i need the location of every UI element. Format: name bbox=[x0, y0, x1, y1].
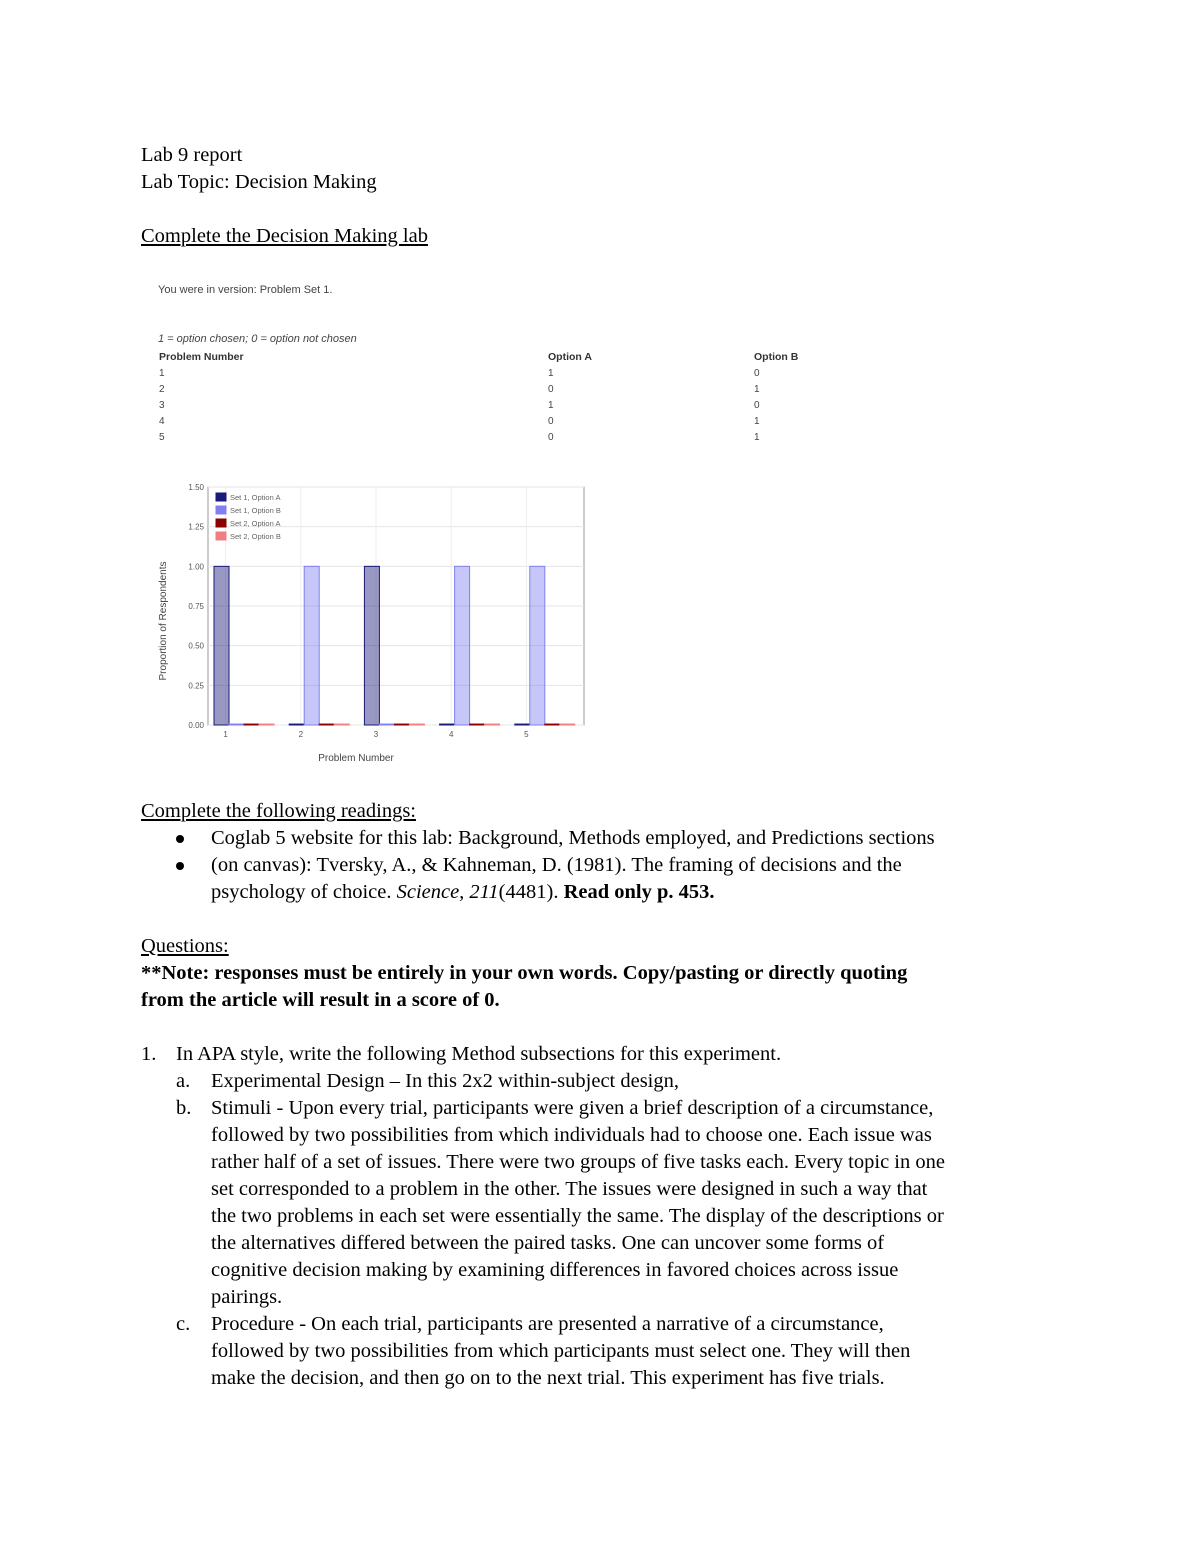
procedure-line: Procedure - On each trial, participants are presented a narrative of a circumstance, bbox=[211, 1313, 884, 1335]
lab-results-screenshot bbox=[156, 282, 856, 772]
bar-set-1-option-b-p2 bbox=[304, 566, 319, 725]
procedure-line: followed by two possibilities from which participants must select one. They will then bbox=[211, 1340, 911, 1362]
y-tick-label: 0.25 bbox=[188, 681, 204, 691]
legend-swatch bbox=[216, 493, 226, 501]
bar-set-2-option-a-p5 bbox=[545, 724, 560, 725]
reading-item-coglab: Coglab 5 website for this lab: Background, Methods employed, and Predictions sections bbox=[211, 827, 935, 849]
bar-set-1-option-a-p3 bbox=[364, 566, 379, 725]
legend-swatch bbox=[216, 519, 226, 527]
bar-set-2-option-a-p1 bbox=[244, 724, 259, 725]
table-cell: 4 bbox=[159, 416, 165, 427]
legend-swatch bbox=[216, 532, 226, 540]
note-line-2: from the article will result in a score of 0. bbox=[141, 989, 500, 1011]
reading-item-tversky: (on canvas): Tversky, A., & Kahneman, D. (1981). The framing of decisions and the bbox=[211, 854, 902, 876]
y-tick-label: 1.25 bbox=[188, 522, 204, 532]
bar-set-1-option-b-p1 bbox=[229, 724, 244, 725]
table-cell: 0 bbox=[548, 384, 554, 395]
y-tick-label: 0.75 bbox=[188, 602, 204, 611]
sub-item-marker-c: c. bbox=[176, 1313, 191, 1335]
report-title: Lab 9 report bbox=[141, 144, 243, 166]
bar-set-2-option-a-p3 bbox=[394, 724, 409, 725]
stimuli-line: set corresponded to a problem in the other. The issues were designed in such a way that bbox=[211, 1178, 928, 1200]
y-tick-label: 0.50 bbox=[188, 641, 204, 651]
bullet-icon bbox=[176, 835, 184, 843]
chart-container bbox=[156, 477, 596, 767]
legend-label: Set 1, Option A bbox=[230, 493, 281, 502]
experimental-design-text: Experimental Design – In this 2x2 within-subject design, bbox=[211, 1070, 680, 1092]
legend-label: Set 1, Option B bbox=[230, 506, 281, 515]
stimuli-line: cognitive decision making by examining differences in favored choices across issue bbox=[211, 1259, 899, 1281]
table-cell: 1 bbox=[754, 416, 760, 427]
bar-set-1-option-b-p3 bbox=[379, 724, 394, 725]
table-cell: 1 bbox=[548, 368, 554, 379]
version-text: You were in version: Problem Set 1. bbox=[158, 284, 333, 296]
table-cell: 5 bbox=[159, 432, 165, 443]
table-cell: 3 bbox=[159, 400, 165, 411]
note-line-1: **Note: responses must be entirely in your own words. Copy/pasting or directly quoting bbox=[141, 962, 908, 984]
bar-chart bbox=[156, 477, 596, 767]
bar-set-2-option-b-p5 bbox=[560, 724, 575, 725]
question-1-text: In APA style, write the following Method subsections for this experiment. bbox=[176, 1043, 782, 1065]
table-cell: 1 bbox=[159, 368, 165, 379]
table-cell: 2 bbox=[159, 384, 165, 395]
legend-label: Set 2, Option A bbox=[230, 519, 281, 528]
citation-text: psychology of choice. bbox=[211, 881, 397, 903]
bar-set-1-option-a-p5 bbox=[515, 724, 530, 725]
table-cell: 0 bbox=[548, 416, 554, 427]
journal-name: Science, 211 bbox=[396, 881, 499, 903]
legend-swatch bbox=[216, 506, 226, 514]
stimuli-line: Stimuli - Upon every trial, participants were given a brief description of a circumstance, bbox=[211, 1097, 934, 1119]
stimuli-line: the alternatives differed between the paired tasks. One can uncover some forms of bbox=[211, 1232, 885, 1254]
x-tick-label: 2 bbox=[298, 730, 304, 739]
x-tick-label: 5 bbox=[524, 730, 529, 739]
bullet-icon bbox=[176, 862, 184, 870]
bar-set-2-option-b-p4 bbox=[485, 724, 500, 725]
lab-task-heading: Complete the Decision Making lab bbox=[141, 225, 428, 247]
y-axis-label: Proportion of Respondents bbox=[158, 561, 169, 681]
readings-heading: Complete the following readings: bbox=[141, 800, 416, 822]
y-tick-label: 1.00 bbox=[188, 562, 204, 572]
stimuli-line: the two problems in each set were essentially the same. The display of the descriptions or bbox=[211, 1205, 944, 1227]
question-number: 1. bbox=[141, 1043, 157, 1065]
bar-set-1-option-b-p5 bbox=[530, 566, 545, 725]
sub-item-marker-b: b. bbox=[176, 1097, 192, 1119]
x-tick-label: 4 bbox=[448, 730, 454, 739]
reading-item-tversky-cont bbox=[211, 881, 715, 904]
bar-set-2-option-a-p4 bbox=[470, 724, 485, 725]
bar-set-1-option-a-p2 bbox=[289, 724, 304, 725]
y-tick-label: 1.50 bbox=[188, 483, 204, 492]
coding-note: 1 = option chosen; 0 = option not chosen bbox=[158, 333, 357, 345]
procedure-line: make the decision, and then go on to the next trial. This experiment has five trials. bbox=[211, 1367, 885, 1389]
bar-set-2-option-b-p3 bbox=[409, 724, 424, 725]
bar-set-1-option-b-p4 bbox=[455, 566, 470, 725]
issue-number: (4481). bbox=[498, 881, 564, 903]
bar-set-1-option-a-p1 bbox=[214, 566, 229, 725]
col-header-problem: Problem Number bbox=[159, 351, 244, 363]
stimuli-line: pairings. bbox=[211, 1286, 283, 1308]
x-axis-label: Problem Number bbox=[318, 753, 394, 764]
sub-item-marker-a: a. bbox=[176, 1070, 191, 1092]
lab-topic: Lab Topic: Decision Making bbox=[141, 171, 377, 193]
bar-set-2-option-a-p2 bbox=[319, 724, 334, 725]
col-header-option-a: Option A bbox=[548, 351, 592, 363]
bar-set-2-option-b-p2 bbox=[334, 724, 349, 725]
legend-label: Set 2, Option B bbox=[230, 532, 281, 541]
table-cell: 0 bbox=[754, 400, 760, 411]
read-only-instruction: Read only p. 453. bbox=[563, 881, 715, 903]
table-cell: 1 bbox=[754, 384, 760, 395]
col-header-option-b: Option B bbox=[754, 351, 799, 363]
table-cell: 1 bbox=[548, 400, 554, 411]
stimuli-line: followed by two possibilities from which individuals had to choose one. Each issue was bbox=[211, 1124, 932, 1146]
table-cell: 0 bbox=[754, 368, 760, 379]
stimuli-line: rather half of a set of issues. There were two groups of five tasks each. Every topic in one bbox=[211, 1151, 945, 1173]
questions-heading: Questions: bbox=[141, 935, 229, 957]
bar-set-1-option-a-p4 bbox=[440, 724, 455, 725]
x-tick-label: 1 bbox=[223, 730, 228, 739]
bar-set-2-option-b-p1 bbox=[259, 724, 274, 725]
x-tick-label: 3 bbox=[373, 730, 379, 739]
table-cell: 1 bbox=[754, 432, 760, 443]
y-tick-label: 0.00 bbox=[188, 721, 204, 730]
table-cell: 0 bbox=[548, 432, 554, 443]
